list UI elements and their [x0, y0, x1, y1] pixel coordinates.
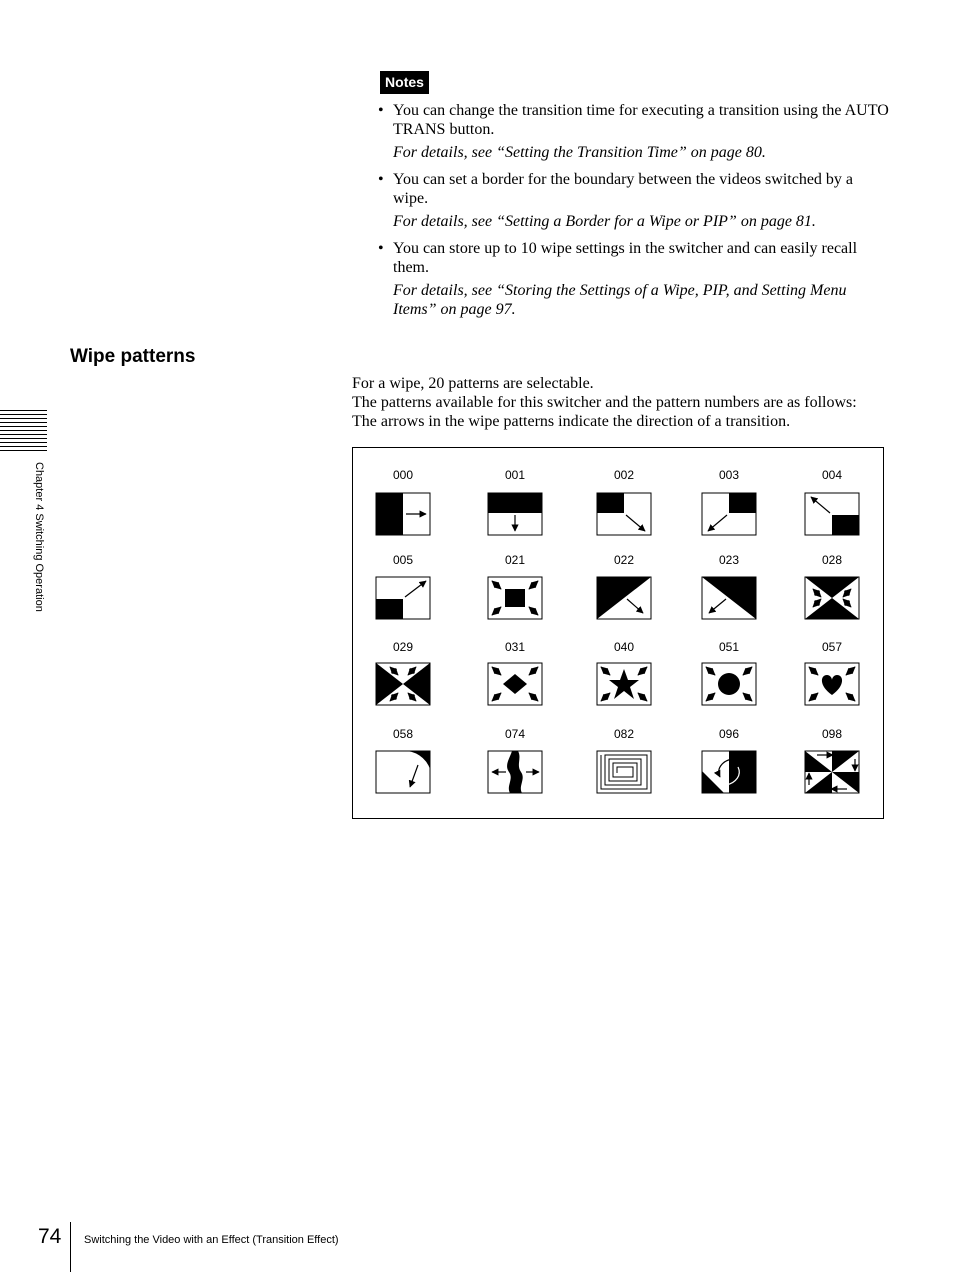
- page-number: 74: [38, 1225, 62, 1248]
- wipe-pattern-031: [488, 663, 542, 705]
- intro-line: The patterns available for this switcher and the pattern numbers are as follows:: [352, 394, 857, 411]
- pattern-number: 051: [718, 640, 740, 654]
- wipe-pattern-005: [376, 577, 430, 619]
- wipe-pattern-057: [805, 663, 859, 705]
- wipe-pattern-096: [702, 751, 756, 793]
- footer-rule: [70, 1222, 71, 1272]
- pattern-number: 028: [821, 553, 843, 567]
- note-text: You can set a border for the boundary between the videos switched by a wipe.: [393, 171, 854, 207]
- wipe-pattern-058: [376, 751, 430, 793]
- pattern-number: 058: [392, 727, 414, 741]
- pattern-number: 023: [718, 553, 740, 567]
- notes-badge: Notes: [380, 71, 429, 94]
- notes-list: [378, 101, 890, 327]
- pattern-number: 005: [392, 553, 414, 567]
- note-item: [378, 239, 890, 319]
- wipe-pattern-022: [597, 577, 651, 619]
- wipe-pattern-040: [597, 663, 651, 705]
- wipe-pattern-003: [702, 493, 756, 535]
- intro-line: For a wipe, 20 patterns are selectable.: [352, 375, 594, 392]
- pattern-number: 029: [392, 640, 414, 654]
- footer-text: Switching the Video with an Effect (Transition Effect): [84, 1234, 339, 1246]
- note-item: [378, 170, 890, 231]
- pattern-number: 001: [504, 468, 526, 482]
- chapter-side-label: Chapter 4 Switching Operation: [33, 462, 45, 612]
- wipe-pattern-023: [702, 577, 756, 619]
- bullet: •: [378, 171, 384, 188]
- pattern-number: 096: [718, 727, 740, 741]
- wipe-pattern-098: [805, 751, 859, 793]
- wipe-pattern-082: [597, 751, 651, 793]
- note-text: You can store up to 10 wipe settings in the switcher and can easily recall them.: [393, 240, 858, 276]
- note-reference: For details, see “Setting a Border for a Wipe or PIP” on page 81.: [393, 213, 816, 230]
- wipe-pattern-028: [805, 577, 859, 619]
- wipe-pattern-001: [488, 493, 542, 535]
- pattern-number: 074: [504, 727, 526, 741]
- note-text: You can change the transition time for executing a transition using the AUTO TRANS button.: [393, 102, 889, 138]
- pattern-number: 021: [504, 553, 526, 567]
- bullet: •: [378, 102, 384, 119]
- pattern-number: 004: [821, 468, 843, 482]
- pattern-number: 022: [613, 553, 635, 567]
- pattern-number: 040: [613, 640, 635, 654]
- wipe-pattern-051: [702, 663, 756, 705]
- chapter-thumb-tabs: [0, 410, 47, 453]
- note-reference: For details, see “Setting the Transition Time” on page 80.: [393, 144, 766, 161]
- intro-line: The arrows in the wipe patterns indicate the direction of a transition.: [352, 413, 791, 430]
- pattern-number: 031: [504, 640, 526, 654]
- pattern-number: 098: [821, 727, 843, 741]
- pattern-number: 002: [613, 468, 635, 482]
- intro-paragraph: [352, 374, 912, 431]
- pattern-number: 057: [821, 640, 843, 654]
- pattern-number: 000: [392, 468, 414, 482]
- wipe-pattern-table: [352, 447, 884, 819]
- wipe-pattern-002: [597, 493, 651, 535]
- wipe-pattern-grid: [353, 448, 883, 818]
- note-item: [378, 101, 890, 162]
- wipe-pattern-004: [805, 493, 859, 535]
- wipe-pattern-021: [488, 577, 542, 619]
- pattern-number: 082: [613, 727, 635, 741]
- wipe-pattern-000: [376, 493, 430, 535]
- pattern-number: 003: [718, 468, 740, 482]
- wipe-pattern-074: [488, 751, 542, 793]
- section-title: Wipe patterns: [70, 346, 196, 367]
- note-reference: For details, see “Storing the Settings of a Wipe, PIP, and Setting Menu Items” on page 97.: [393, 282, 847, 318]
- bullet: •: [378, 240, 384, 257]
- wipe-pattern-029: [376, 663, 430, 705]
